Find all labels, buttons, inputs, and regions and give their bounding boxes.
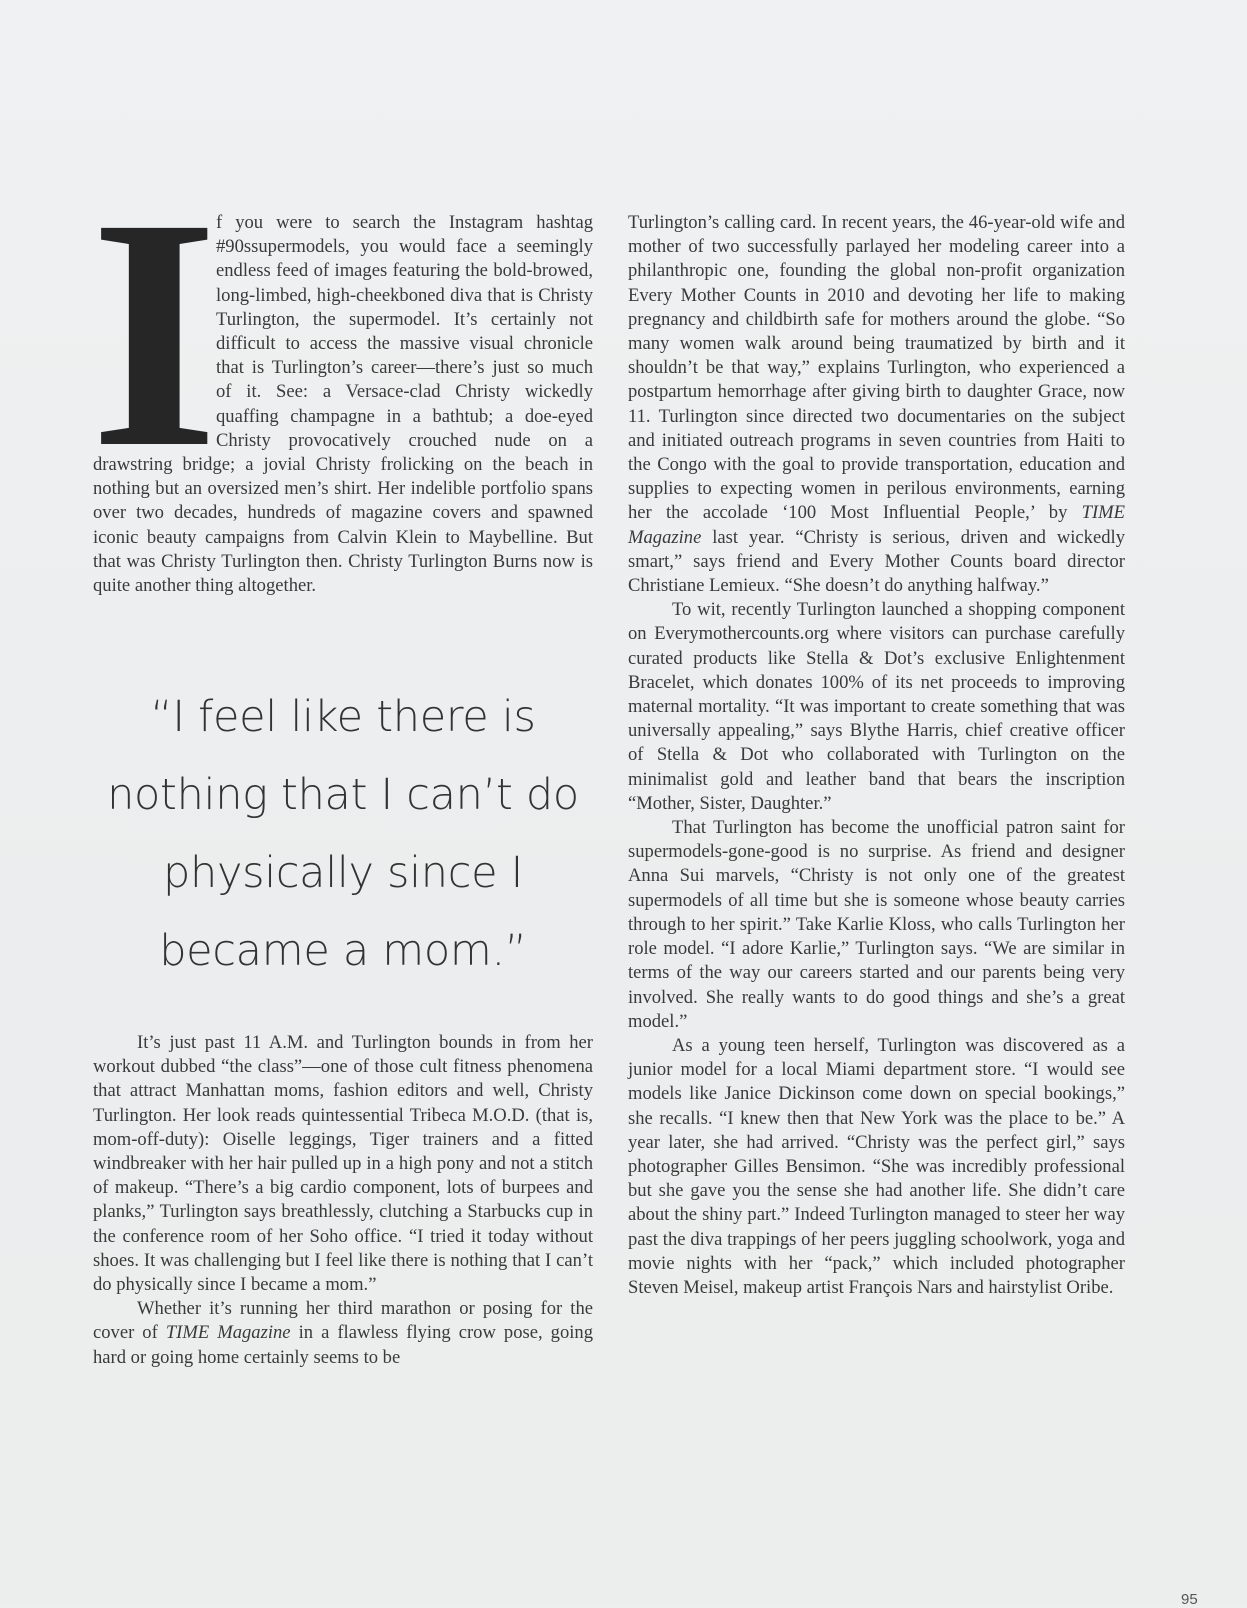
pull-quote: “I feel like there is nothing that I can’t do physically since I became a mom.”: [107, 692, 579, 976]
body-paragraph-workout: It’s just past 11 A.M. and Turlington bounds in from her workout dubbed “the class”—one of those cult fitness phenomena that attract Manhattan moms, fashion editors and well, Christy Turlington. Her look reads quintessential Tribeca M.O.D. (that is, mom-off-duty): Oiselle leggings, Tiger trainers and a fitted windbreaker with her hair pulled up in a high pony and not a stitch of makeup. “There’s a big cardio component, lots of burpees and planks,” Turlington says breathlessly, clutching a Starbucks cup in the conference room of her Soho office. “I tried it today without shoes. It was challenging but I feel like there is nothing that I can’t do physically since I became a mom.”: [93, 1032, 593, 1296]
page-number: 95: [1181, 1591, 1198, 1608]
magazine-title: TIME Magazine: [165, 1322, 291, 1344]
body-paragraph-philanthropy: [628, 211, 1125, 598]
left-column: [90, 151, 593, 598]
text-span: Turlington’s calling card. In recent years, the 46-year-old wife and mother of two successfully parlayed her modeling career into a philanthropic one, founding the global non-profit organization Every Mother Counts in 2010 and devoting her life to making pregnancy and childbirth safe for mothers around the globe. “So many women walk around being traumatized by birth and it shouldn’t be that way,” explains Turlington, who experienced a postpartum hemorrhage after giving birth to daughter Grace, now 11. Turlington since directed two documentaries on the subject and initiated outreach programs in seven countries from Haiti to the Congo with the goal to provide transportation, education and supplies to expecting women in perilous environments, earning her the accolade ‘100 Most Influential People,’ by: [628, 212, 1125, 524]
intro-text: f you were to search the Instagram hashtag #90ssupermodels, you would face a seemingly endless feed of images featuring the bold-browed, long-limbed, high-cheekboned diva that is Christy Turlington, the supermodel. It’s certainly not difficult to access the massive visual chronicle that is Turlington’s career—there’s just so much of it. See: a Versace-clad Christy wickedly quaffing champagne in a bathtub; a doe-eyed Christy provocatively crouched nude on a drawstring bridge; a jovial Christy frolicking on the beach in nothing but an oversized men’s shirt. Her indelible portfolio spans over two decades, hundreds of magazine covers and spawned iconic beauty campaigns from Calvin Klein to Maybelline. But that was Christy Turlington then. Christy Turlington Burns now is quite another thing altogether.: [93, 212, 593, 597]
body-paragraph-shopping: To wit, recently Turlington launched a shopping component on Everymothercounts.org where visitors can purchase carefully curated products like Stella & Dot’s exclusive Enlightenment Bracelet, which donates 100% of its net proceeds to improving maternal mortality. “It was important to create something that was universally appealing,” says Blythe Harris, chief creative officer of Stella & Dot who collaborated with Turlington on the minimalist gold and leather band that bears the inscription “Mother, Sister, Daughter.”: [628, 599, 1125, 814]
body-paragraph-discovery: As a young teen herself, Turlington was discovered as a junior model for a local Miami department store. “I would see models like Janice Dickinson come down on special bookings,” she recalls. “I knew then that New York was the place to be.” A year later, she had arrived. “Christy was the perfect girl,” says photographer Gilles Bensimon. “She was incredibly professional but she gave you the sense she had another life. She didn’t care about the shiny part.” Indeed Turlington managed to steer her way past the diva trappings of her peers juggling schoolwork, yoga and movie nights with her “pack,” which included photographer Steven Meisel, makeup artist François Nars and hairstylist Oribe.: [628, 1034, 1125, 1298]
body-paragraph-patron-saint: That Turlington has become the unofficial patron saint for supermodels-gone-good is no surprise. As friend and designer Anna Sui marvels, “Christy is not only one of the greatest supermodels of all time but she is someone whose beauty carries through to her spirit.” Take Karlie Kloss, who calls Turlington her role model. “I adore Karlie,” Turlington says. “We are similar in terms of the way our careers started and our parents being very involved. She really wants to do good things and she’s a great model.”: [628, 817, 1125, 1032]
intro-paragraph: [90, 151, 593, 598]
body-paragraph-marathon: [93, 1297, 593, 1370]
magazine-title: TIME Magazine: [628, 502, 1125, 548]
text-span: in a flawless flying crow pose, going hard or going home certainly seems to be: [93, 1322, 594, 1368]
drop-cap: I: [90, 151, 219, 516]
left-column-lower: [93, 1031, 593, 1370]
right-column: [628, 211, 1125, 1300]
text-span: last year. “Christy is serious, driven and wickedly smart,” says friend and Every Mother Counts board director Christiane Lemieux. “She doesn’t do anything halfway.”: [628, 526, 1125, 597]
text-span: Whether it’s running her third marathon or posing for the cover of: [93, 1298, 593, 1344]
